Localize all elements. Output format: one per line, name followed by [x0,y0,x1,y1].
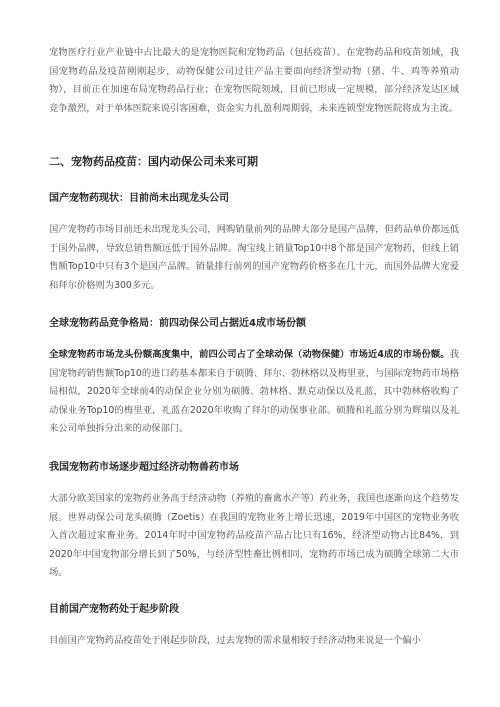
paragraph-global-landscape [49,346,459,439]
section-heading: 二、宠物药品疫苗：国内动保公司未来可期 [49,155,258,168]
paragraph-market-shift: 大部分欧美国家的宠物药业务高于经济动物（养殖的畜禽水产等）药业务，我国也逐渐向这个趋势发展。世界动保公司龙头硕腾（Zoetis）在我国的宠物业务上增长迅速，2019年中国区的宠物业务收入首次超过家畜业务。2014年时中国宠物药品疫苗产品占比只有16%，经济型动物占比84%，到2020年中国宠物部分增长到了50%，与经济型牲畜比例相同，宠物药市场已成为硕腾全球第二大市场。 [49,493,459,579]
intro-paragraph: 宠物医疗行业产业链中占比最大的是宠物医院和宠物药品（包括疫苗）。在宠物药品和疫苗领域，我国宠物药品及疫苗刚刚起步，动物保健公司过往产品主要面向经济型动物（猪、牛、鸡等养殖动物），目前正在加速布局宠物药品行业；在宠物医院领域，目前已形成一定规模，部分经济发达区域竞争激烈，对于单体医院来说引客困难，资金实力扎盈利周期弱，未来连锁型宠物医院将成为主流。 [49,47,459,114]
paragraph-lead-sentence: 全球宠物药市场龙头份额高度集中，前四公司占了全球动保（动物保健）市场近4成的市场份额。 [49,349,450,360]
subheading-global-landscape: 全球宠物药品竞争格局：前四动保公司占据近4成市场份额 [49,318,306,329]
paragraph-early-stage: 目前国产宠物药品疫苗处于刚起步阶段，过去宠物的需求量相较于经济动物来说是一个偏小 [49,635,421,646]
paragraph-body: 我国宠物药销售额Top10的进口药基本都来自于硕腾、拜尔、勃林格以及梅里亚，与国际宠物药市场格局相似，2020年全球前4的动保企业分别为硕腾、勃林格、默克动保以及礼蓝，其中勃林格收购了动保业务Top10的梅里亚，礼蓝在2020年收购了拜尔的动保事业部。硕腾和礼蓝分别为辉瑞以及礼来公司单独拆分出来的动保部门。 [49,349,459,435]
subheading-domestic-status: 国产宠物药现状：目前尚未出现龙头公司 [49,193,229,204]
subheading-early-stage: 目前国产宠物药处于起步阶段 [49,604,179,615]
subheading-market-shift: 我国宠物药市场逐步超过经济动物兽药市场 [49,462,239,473]
paragraph-domestic-status: 国产宠物药市场目前还未出现龙头公司，网购销量前列的品牌大部分是国产品牌，但药品单价都远低于国外品牌，导致总销售额远低于国外品牌。淘宝线上销量Top10中8个都是国产宠物药，但线上销售额Top10中只有3个是国产品牌。销量排行前列的国产宠物药价格多在几十元，而国外品牌大宠爱和拜尔价格则为300多元。 [49,224,459,291]
